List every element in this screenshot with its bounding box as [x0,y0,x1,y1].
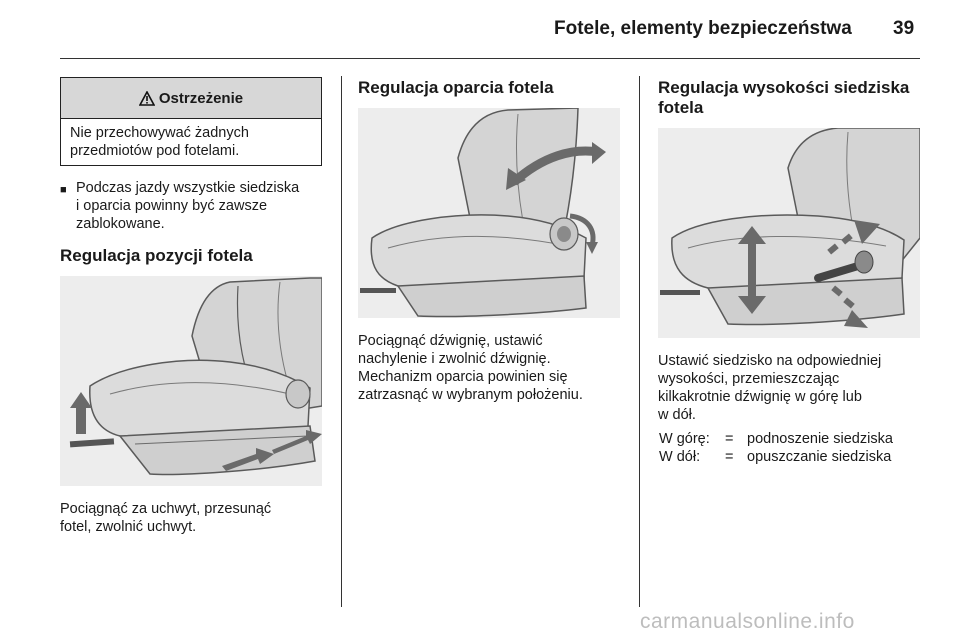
bullet-line: zablokowane. [76,216,165,232]
caption-backrest [358,332,583,404]
warning-text-line: przedmiotów pod fotelami. [70,143,240,159]
bullet-marker: ■ [60,184,67,196]
figure-backrest [358,108,620,318]
figure-seat-position [60,276,322,486]
warning-header [61,78,321,119]
bullet-line: i oparcia powinny być zawsze [76,198,268,214]
height-positions-table [659,430,893,466]
column-divider [639,76,640,607]
page-number: 39 [893,18,915,39]
warning-title: Ostrzeżenie [158,89,244,107]
page-header-title: Fotele, elementy bezpieczeństwa [554,18,852,39]
caption-line: wysokości, przemieszczając [658,371,840,387]
heading-line: fotela [658,98,704,117]
equals-sign: = [725,449,734,465]
position-value: podnoszenie siedziska [747,431,893,447]
position-key: W górę: [659,431,710,447]
position-key: W dół: [659,449,701,465]
caption-line: Mechanizm oparcia powinien się [358,369,568,385]
caption-line: zatrzasnąć w wybranym położeniu. [358,387,583,403]
caption-seat-height [658,352,881,424]
caption-seat-position [60,500,271,536]
heading-line: Regulacja wysokości siedziska [658,78,910,97]
equals-sign: = [725,431,734,447]
caption-line: w dół. [658,407,696,423]
table-row [659,430,893,448]
heading-seat-position: Regulacja pozycji fotela [60,246,253,265]
watermark: carmanualsonline.info [640,610,855,633]
heading-seat-height [658,78,909,118]
bullet-item [60,179,326,233]
warning-triangle-icon [139,91,155,106]
caption-line: Pociągnąć dźwignię, ustawić [358,333,543,349]
column-divider [341,76,342,607]
warning-text [61,119,321,160]
table-row [659,448,893,466]
position-value: opuszczanie siedziska [747,449,892,465]
header-rule [60,58,920,59]
caption-line: Ustawić siedzisko na odpowiedniej [658,353,882,369]
figure-seat-height [658,128,920,338]
caption-line: nachylenie i zwolnić dźwignię. [358,351,551,367]
caption-line: fotel, zwolnić uchwyt. [60,519,197,535]
heading-backrest: Regulacja oparcia fotela [358,78,554,97]
caption-line: Pociągnąć za uchwyt, przesunąć [60,501,272,517]
warning-box [60,77,322,166]
warning-text-line: Nie przechowywać żadnych [70,125,249,141]
caption-line: kilkakrotnie dźwignię w górę lub [658,389,862,405]
bullet-line: Podczas jazdy wszystkie siedziska [76,180,300,196]
